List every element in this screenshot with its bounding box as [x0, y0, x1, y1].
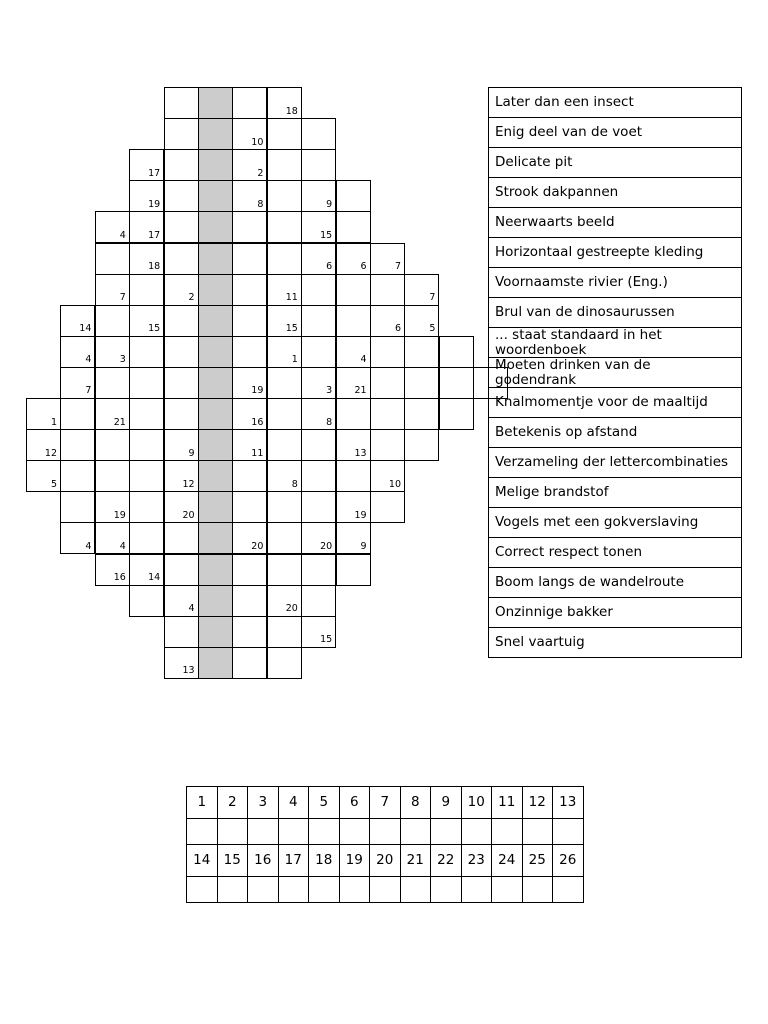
key-number: 25 [522, 845, 553, 877]
grid-cell[interactable] [129, 398, 164, 430]
grid-cell[interactable] [404, 367, 439, 399]
key-answer-cell[interactable] [217, 819, 248, 845]
grid-cell[interactable] [370, 274, 405, 306]
key-answer-cell[interactable] [492, 877, 523, 903]
key-answer-cell[interactable] [309, 877, 340, 903]
cell-number: 11 [251, 447, 264, 459]
grid-cell-shaded[interactable] [198, 460, 233, 492]
cell-number: 10 [388, 478, 401, 490]
cell-number: 7 [119, 292, 126, 304]
key-number: 26 [553, 845, 584, 877]
key-number: 9 [431, 787, 462, 819]
cell-number: 7 [429, 292, 436, 304]
cell-number: 21 [354, 385, 367, 397]
grid-cell[interactable] [301, 585, 336, 617]
key-number: 22 [431, 845, 462, 877]
grid-cell[interactable] [267, 398, 302, 430]
grid-cell[interactable] [267, 274, 302, 306]
clue-item: Enig deel van de voet [488, 117, 742, 148]
key-number: 1 [187, 787, 218, 819]
clue-list [488, 87, 742, 658]
grid-cell[interactable] [301, 522, 336, 554]
clue-item: Strook dakpannen [488, 177, 742, 208]
grid-cell[interactable] [301, 616, 336, 648]
grid-cell[interactable] [164, 180, 199, 212]
grid-cell[interactable] [336, 398, 371, 430]
clue-item: Verzameling der lettercombinaties [488, 447, 742, 478]
grid-cell[interactable] [267, 429, 302, 461]
grid-cell[interactable] [129, 211, 164, 243]
cell-number: 5 [429, 323, 436, 335]
cell-number: 14 [148, 572, 161, 583]
grid-cell[interactable] [267, 243, 302, 275]
grid-cell[interactable] [232, 149, 267, 181]
cell-number: 1 [50, 416, 57, 428]
grid-cell[interactable] [267, 522, 302, 554]
cell-number: 16 [251, 416, 264, 428]
clue-item: Onzinnige bakker [488, 597, 742, 628]
grid-cell[interactable] [164, 274, 199, 306]
clue-item: Vogels met een gokverslaving [488, 507, 742, 538]
cell-number: 4 [119, 540, 126, 552]
key-number: 16 [248, 845, 279, 877]
grid-cell[interactable] [336, 305, 371, 337]
key-answer-cell[interactable] [187, 877, 218, 903]
key-answer-cell[interactable] [217, 877, 248, 903]
grid-cell-shaded[interactable] [198, 274, 233, 306]
cell-number: 6 [360, 261, 367, 272]
cell-number: 8 [326, 416, 333, 428]
grid-cell[interactable] [95, 274, 130, 306]
cell-number: 9 [326, 198, 333, 210]
grid-cell[interactable] [404, 398, 439, 430]
key-number: 6 [339, 787, 370, 819]
clue-item: Horizontaal gestreepte kleding [488, 237, 742, 268]
grid-cell[interactable] [370, 305, 405, 337]
grid-cell[interactable] [336, 367, 371, 399]
grid-cell[interactable] [370, 367, 405, 399]
key-answer-cell[interactable] [553, 877, 584, 903]
grid-cell[interactable] [164, 647, 199, 679]
cell-number: 19 [113, 509, 126, 521]
solution-key [186, 786, 584, 903]
grid-cell[interactable] [232, 647, 267, 679]
grid-cell-shaded[interactable] [198, 118, 233, 150]
grid-cell[interactable] [301, 491, 336, 523]
grid-cell[interactable] [60, 522, 95, 554]
key-answer-cell[interactable] [248, 819, 279, 845]
clue-item: Brul van de dinosaurussen [488, 297, 742, 328]
key-number: 24 [492, 845, 523, 877]
grid-cell-shaded[interactable] [198, 429, 233, 461]
key-number: 14 [187, 845, 218, 877]
grid-cell[interactable] [301, 305, 336, 337]
grid-cell[interactable] [370, 336, 405, 368]
clue-item: Snel vaartuig [488, 627, 742, 658]
grid-cell[interactable] [164, 336, 199, 368]
key-answer-cell[interactable] [248, 877, 279, 903]
cell-number: 15 [320, 634, 333, 646]
grid-cell-shaded[interactable] [198, 305, 233, 337]
cell-number: 17 [148, 229, 161, 241]
grid-cell[interactable] [95, 554, 130, 586]
cell-number: 4 [188, 603, 195, 615]
key-number: 7 [370, 787, 401, 819]
grid-cell[interactable] [232, 274, 267, 306]
grid-cell[interactable] [404, 336, 439, 368]
cell-number: 7 [85, 385, 92, 397]
cell-number: 4 [85, 354, 92, 366]
key-answer-cell[interactable] [278, 819, 309, 845]
grid-cell[interactable] [164, 398, 199, 430]
grid-cell[interactable] [129, 336, 164, 368]
grid-cell-shaded[interactable] [198, 616, 233, 648]
cell-number: 8 [291, 478, 298, 490]
key-number: 2 [217, 787, 248, 819]
grid-cell[interactable] [232, 398, 267, 430]
clue-item: Neerwaarts beeld [488, 207, 742, 238]
clue-item: Boom langs de wandelroute [488, 567, 742, 598]
clue-item: Correct respect tonen [488, 537, 742, 568]
cell-number: 3 [119, 354, 126, 366]
grid-cell-shaded[interactable] [198, 491, 233, 523]
grid-cell[interactable] [129, 274, 164, 306]
grid-cell[interactable] [129, 585, 164, 617]
key-number: 13 [553, 787, 584, 819]
grid-cell[interactable] [129, 305, 164, 337]
grid-cell[interactable] [439, 336, 474, 368]
grid-cell[interactable] [404, 274, 439, 306]
grid-cell[interactable] [336, 180, 371, 212]
grid-cell[interactable] [95, 336, 130, 368]
grid-cell[interactable] [95, 211, 130, 243]
grid-cell[interactable] [95, 429, 130, 461]
grid-cell[interactable] [267, 180, 302, 212]
grid-cell[interactable] [336, 243, 371, 275]
grid-cell[interactable] [129, 554, 164, 586]
grid-cell[interactable] [301, 460, 336, 492]
cell-number: 16 [113, 572, 126, 583]
grid-cell[interactable] [336, 429, 371, 461]
key-number: 21 [400, 845, 431, 877]
grid-cell[interactable] [232, 616, 267, 648]
grid-cell[interactable] [164, 554, 199, 586]
grid-cell[interactable] [164, 585, 199, 617]
key-number: 12 [522, 787, 553, 819]
key-number: 17 [278, 845, 309, 877]
grid-cell[interactable] [267, 647, 302, 679]
grid-cell[interactable] [267, 616, 302, 648]
grid-cell[interactable] [129, 180, 164, 212]
grid-cell[interactable] [301, 274, 336, 306]
grid-cell[interactable] [301, 211, 336, 243]
grid-cell[interactable] [267, 367, 302, 399]
grid-cell-shaded[interactable] [198, 398, 233, 430]
grid-cell[interactable] [336, 211, 371, 243]
key-number: 15 [217, 845, 248, 877]
grid-cell[interactable] [164, 491, 199, 523]
cell-number: 20 [251, 540, 264, 552]
cell-number: 15 [320, 229, 333, 241]
grid-cell[interactable] [129, 429, 164, 461]
cell-number: 8 [257, 198, 264, 210]
key-answer-cell[interactable] [400, 819, 431, 845]
grid-cell[interactable] [26, 398, 61, 430]
cell-number: 10 [251, 136, 264, 148]
grid-cell[interactable] [60, 460, 95, 492]
cell-number: 2 [188, 292, 195, 304]
key-number: 8 [400, 787, 431, 819]
cell-number: 18 [148, 261, 161, 272]
key-answer-cell[interactable] [431, 819, 462, 845]
grid-cell[interactable] [232, 460, 267, 492]
cell-number: 6 [326, 261, 333, 272]
grid-cell[interactable] [232, 429, 267, 461]
grid-cell[interactable] [232, 554, 267, 586]
grid-cell[interactable] [370, 243, 405, 275]
grid-cell[interactable] [164, 460, 199, 492]
grid-cell[interactable] [26, 460, 61, 492]
grid-cell-shaded[interactable] [198, 554, 233, 586]
clue-item: Later dan een insect [488, 87, 742, 118]
key-answer-cell[interactable] [400, 877, 431, 903]
grid-cell[interactable] [164, 211, 199, 243]
grid-cell[interactable] [267, 305, 302, 337]
cell-number: 19 [251, 385, 264, 397]
key-answer-cell[interactable] [370, 819, 401, 845]
key-number: 23 [461, 845, 492, 877]
grid-cell[interactable] [164, 429, 199, 461]
grid-cell[interactable] [301, 336, 336, 368]
grid-cell[interactable] [232, 585, 267, 617]
grid-cell[interactable] [232, 336, 267, 368]
grid-cell[interactable] [267, 87, 302, 119]
grid-cell[interactable] [232, 491, 267, 523]
key-answer-cell[interactable] [187, 819, 218, 845]
grid-cell[interactable] [60, 367, 95, 399]
key-answer-cell[interactable] [339, 819, 370, 845]
key-answer-cell[interactable] [309, 819, 340, 845]
grid-cell[interactable] [26, 429, 61, 461]
grid-cell[interactable] [232, 305, 267, 337]
grid-cell[interactable] [95, 243, 130, 275]
grid-cell-shaded[interactable] [198, 243, 233, 275]
grid-cell[interactable] [164, 243, 199, 275]
grid-cell[interactable] [129, 491, 164, 523]
grid-cell[interactable] [370, 491, 405, 523]
cell-number: 19 [148, 198, 161, 210]
clue-item: Betekenis op afstand [488, 417, 742, 448]
grid-cell[interactable] [267, 491, 302, 523]
grid-cell[interactable] [164, 87, 199, 119]
grid-cell[interactable] [60, 429, 95, 461]
grid-cell[interactable] [336, 336, 371, 368]
grid-cell[interactable] [336, 460, 371, 492]
grid-cell[interactable] [60, 305, 95, 337]
grid-cell[interactable] [95, 491, 130, 523]
cell-number: 4 [119, 229, 126, 241]
grid-cell[interactable] [164, 522, 199, 554]
clue-item: Moeten drinken van de godendrank [488, 357, 742, 388]
cell-number: 5 [50, 478, 57, 490]
grid-cell[interactable] [164, 616, 199, 648]
grid-cell[interactable] [301, 180, 336, 212]
grid-cell[interactable] [232, 87, 267, 119]
grid-cell[interactable] [301, 398, 336, 430]
grid-cell-shaded[interactable] [198, 180, 233, 212]
grid-cell[interactable] [404, 305, 439, 337]
grid-cell[interactable] [267, 211, 302, 243]
cell-number: 20 [320, 540, 333, 552]
grid-cell[interactable] [336, 491, 371, 523]
grid-cell[interactable] [267, 585, 302, 617]
key-answer-cell[interactable] [522, 877, 553, 903]
key-answer-cell[interactable] [339, 877, 370, 903]
grid-cell-shaded[interactable] [198, 522, 233, 554]
clue-item: Delicate pit [488, 147, 742, 178]
key-number: 11 [492, 787, 523, 819]
grid-cell-shaded[interactable] [198, 367, 233, 399]
key-answer-cell[interactable] [492, 819, 523, 845]
cell-number: 18 [285, 105, 298, 117]
grid-cell[interactable] [370, 398, 405, 430]
key-number: 18 [309, 845, 340, 877]
grid-cell-shaded[interactable] [198, 585, 233, 617]
key-answer-cell[interactable] [553, 819, 584, 845]
grid-cell[interactable] [95, 398, 130, 430]
grid-cell[interactable] [370, 460, 405, 492]
cell-number: 9 [360, 540, 367, 552]
grid-cell[interactable] [336, 522, 371, 554]
grid-cell[interactable] [60, 336, 95, 368]
key-number: 4 [278, 787, 309, 819]
cell-number: 12 [182, 478, 195, 490]
cell-number: 13 [182, 665, 195, 677]
grid-cell[interactable] [267, 118, 302, 150]
key-number: 10 [461, 787, 492, 819]
grid-cell[interactable] [60, 398, 95, 430]
grid-cell[interactable] [95, 460, 130, 492]
grid-cell[interactable] [164, 149, 199, 181]
cell-number: 12 [44, 447, 57, 459]
cell-number: 1 [291, 354, 298, 366]
clue-item: Melige brandstof [488, 477, 742, 508]
grid-cell-shaded[interactable] [198, 211, 233, 243]
cell-number: 15 [148, 323, 161, 335]
grid-cell[interactable] [336, 554, 371, 586]
grid-cell[interactable] [301, 554, 336, 586]
grid-cell[interactable] [129, 522, 164, 554]
grid-cell-shaded[interactable] [198, 336, 233, 368]
grid-cell-shaded[interactable] [198, 149, 233, 181]
grid-cell[interactable] [267, 554, 302, 586]
grid-cell[interactable] [267, 149, 302, 181]
grid-cell[interactable] [60, 491, 95, 523]
cell-number: 4 [85, 540, 92, 552]
grid-cell[interactable] [95, 367, 130, 399]
grid-cell[interactable] [232, 118, 267, 150]
grid-cell[interactable] [232, 367, 267, 399]
cell-number: 11 [285, 292, 298, 304]
cell-number: 7 [394, 261, 401, 272]
grid-cell[interactable] [164, 118, 199, 150]
cell-number: 9 [188, 447, 195, 459]
cell-number: 20 [285, 603, 298, 615]
grid-cell[interactable] [301, 243, 336, 275]
cell-number: 4 [360, 354, 367, 366]
key-number: 19 [339, 845, 370, 877]
grid-cell[interactable] [301, 118, 336, 150]
grid-cell[interactable] [95, 305, 130, 337]
grid-cell[interactable] [95, 522, 130, 554]
key-number: 5 [309, 787, 340, 819]
grid-cell[interactable] [164, 305, 199, 337]
key-answer-cell[interactable] [278, 877, 309, 903]
cell-number: 3 [326, 385, 333, 397]
cell-number: 15 [285, 323, 298, 335]
cell-number: 20 [182, 509, 195, 521]
grid-cell[interactable] [129, 149, 164, 181]
grid-cell[interactable] [439, 398, 474, 430]
grid-cell[interactable] [404, 429, 439, 461]
grid-cell[interactable] [336, 274, 371, 306]
cell-number: 17 [148, 167, 161, 179]
cell-number: 13 [354, 447, 367, 459]
key-answer-cell[interactable] [461, 819, 492, 845]
clue-item: ... staat standaard in het woordenboek [488, 327, 742, 358]
cell-number: 14 [79, 323, 92, 335]
grid-cell[interactable] [370, 429, 405, 461]
grid-cell[interactable] [267, 460, 302, 492]
grid-cell[interactable] [232, 522, 267, 554]
grid-cell[interactable] [301, 367, 336, 399]
grid-cell[interactable] [267, 336, 302, 368]
grid-cell[interactable] [129, 367, 164, 399]
clue-item: Knalmomentje voor de maaltijd [488, 387, 742, 418]
key-answer-cell[interactable] [461, 877, 492, 903]
cell-number: 19 [354, 509, 367, 521]
grid-cell[interactable] [301, 429, 336, 461]
grid-cell[interactable] [164, 367, 199, 399]
grid-cell[interactable] [232, 243, 267, 275]
key-answer-cell[interactable] [431, 877, 462, 903]
key-number: 20 [370, 845, 401, 877]
grid-cell[interactable] [232, 211, 267, 243]
grid-cell-shaded[interactable] [198, 647, 233, 679]
grid-cell-shaded[interactable] [198, 87, 233, 119]
cell-number: 6 [394, 323, 401, 335]
grid-cell[interactable] [232, 180, 267, 212]
grid-cell[interactable] [439, 367, 474, 399]
clue-item: Voornaamste rivier (Eng.) [488, 267, 742, 298]
cell-number: 2 [257, 167, 264, 179]
cell-number: 21 [113, 416, 126, 428]
grid-cell[interactable] [129, 243, 164, 275]
key-number: 3 [248, 787, 279, 819]
grid-cell[interactable] [129, 460, 164, 492]
key-answer-cell[interactable] [370, 877, 401, 903]
grid-cell[interactable] [301, 149, 336, 181]
key-answer-cell[interactable] [522, 819, 553, 845]
